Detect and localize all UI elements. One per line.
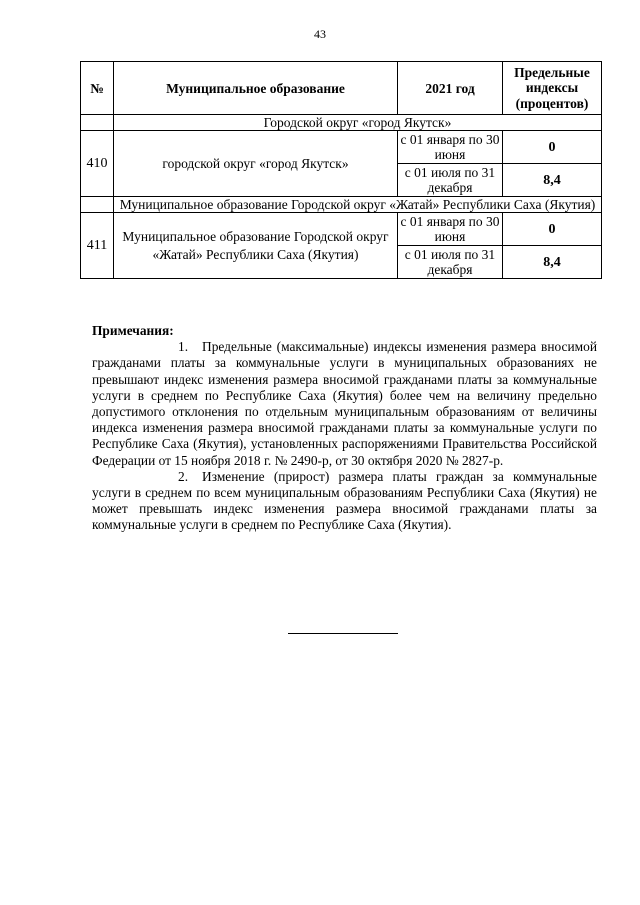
header-max-index: Предельные индексы (процентов): [503, 62, 602, 115]
period-cell: с 01 июля по 31 декабря: [398, 246, 503, 279]
row-number: 410: [81, 131, 114, 197]
table-row: [81, 131, 602, 164]
period-cell: с 01 января по 30 июня: [398, 213, 503, 246]
row-number: 411: [81, 213, 114, 279]
period-cell: с 01 июля по 31 декабря: [398, 164, 503, 197]
index-value: 0: [503, 213, 602, 246]
section-row: [81, 197, 602, 213]
header-number: №: [81, 62, 114, 115]
municipality-name: Муниципальное образование Городской округ «Жатай» Республики Саха (Якутия): [114, 213, 398, 279]
index-value: 8,4: [503, 164, 602, 197]
note-item: [92, 469, 597, 534]
municipality-name: городской округ «город Якутск»: [114, 131, 398, 197]
section-row: [81, 115, 602, 131]
table-header-row: [81, 62, 602, 115]
section-title: Муниципальное образование Городской округ «Жатай» Республики Саха (Якутия): [114, 197, 602, 213]
notes-title: Примечания:: [92, 323, 174, 338]
note-text: Предельные (максимальные) индексы изменения размера вносимой гражданами платы за коммунальные услуги в муниципальных образованиях не превышают индекс изменения размера вносимой гражданами платы за коммунальные услуги в среднем по Республике Саха (Якутия) более чем на величину предельно допустимого отклонения по отдельным муниципальным образованиям от величины индекса изменения размера вносимой гражданами платы за коммунальные услуги по Республике Саха (Якутия), установленных распоряжениями Правительства Российской Федерации от 15 ноября 2018 г. № 2490-р, от 30 октября 2020 № 2827-р.: [92, 339, 597, 468]
header-municipality: Муниципальное образование: [114, 62, 398, 115]
notes-section: [92, 323, 597, 534]
index-value: 0: [503, 131, 602, 164]
index-value: 8,4: [503, 246, 602, 279]
section-title: Городской округ «город Якутск»: [114, 115, 602, 131]
page-number: 43: [314, 27, 326, 41]
period-cell: с 01 января по 30 июня: [398, 131, 503, 164]
note-text: Изменение (прирост) размера платы граждан за коммунальные услуги в среднем по всем муниципальным образованиям Республики Саха (Якутия) не может превышать индекс изменения размера вносимой гражданами платы за коммунальные услуги в среднем по Республике Саха (Якутия).: [92, 468, 597, 533]
table-row: [81, 213, 602, 246]
tariff-index-table: [80, 61, 602, 279]
note-item: [92, 339, 597, 469]
note-number: 2.: [178, 468, 189, 484]
closing-rule-divider: [288, 633, 398, 634]
note-number: 1.: [178, 339, 189, 355]
header-year: 2021 год: [398, 62, 503, 115]
